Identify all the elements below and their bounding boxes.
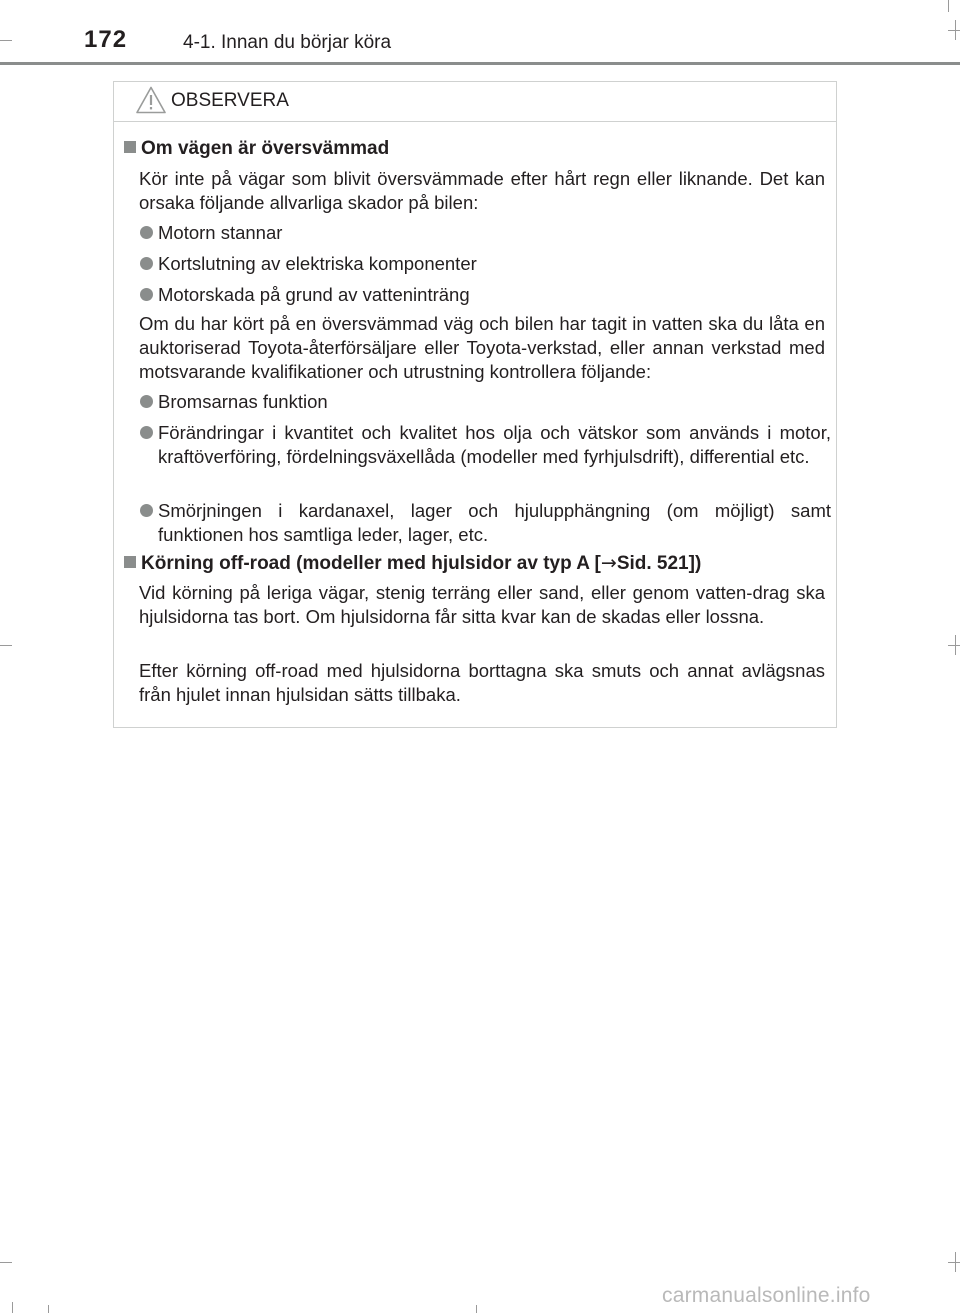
square-bullet-icon xyxy=(124,556,136,568)
paragraph: Om du har kört på en översvämmad väg och bilen har tagit in vatten ska du låta en auktoriserad Toyota-återförsäljare eller Toyota-verkstad, eller annan verkstad med motsvarande kvalifikationer och utrustning kontrollera följande: xyxy=(139,313,825,382)
chapter-title: 4-1. Innan du börjar köra xyxy=(183,32,392,53)
list-item-text: Bromsarnas funktion xyxy=(158,391,328,412)
list-item-text: Förändringar i kvantitet och kvalitet hos olja och vätskor som används i motor, kraftöverföring, fördelningsväxellåda (modeller med fyrhjulsdrift), differential etc. xyxy=(158,422,831,467)
crop-mark xyxy=(955,20,956,40)
round-bullet-icon xyxy=(140,257,153,270)
crop-mark xyxy=(955,1252,956,1272)
crop-mark xyxy=(0,1262,12,1263)
crop-mark xyxy=(948,0,949,12)
list-item xyxy=(140,252,831,276)
watermark: carmanualsonline.info xyxy=(662,1284,871,1307)
paragraph: Efter körning off-road med hjulsidorna borttagna ska smuts och annat avlägsnas från hjulet innan hjulsidan sätts tillbaka. xyxy=(139,660,825,705)
page-reference: Sid. 521 xyxy=(616,553,689,574)
caution-label: OBSERVERA xyxy=(171,90,289,111)
warning-triangle-icon xyxy=(136,86,166,114)
crop-mark xyxy=(0,40,12,41)
list-item xyxy=(140,283,831,307)
list-item xyxy=(140,421,831,469)
list-item xyxy=(140,221,831,245)
round-bullet-icon xyxy=(140,395,153,408)
crop-mark xyxy=(12,1302,13,1313)
crop-mark xyxy=(948,645,960,646)
list-item-text: Motorn stannar xyxy=(158,222,283,243)
page-number: 172 xyxy=(84,26,128,53)
arrow-icon: → xyxy=(600,552,617,574)
paragraph: Vid körning på leriga vägar, stenig terräng eller sand, eller genom vatten-drag ska hjulsidorna tas bort. Om hjulsidorna får sitta kvar kan de skadas eller lossna. xyxy=(139,582,825,627)
header-rule xyxy=(0,62,960,65)
caution-header xyxy=(114,82,836,122)
crop-mark xyxy=(948,30,960,31)
caution-box xyxy=(113,81,837,728)
section-title-off-road xyxy=(124,552,701,575)
crop-mark xyxy=(0,645,12,646)
crop-mark xyxy=(955,635,956,655)
paragraph: Kör inte på vägar som blivit översvämmade efter hårt regn eller liknande. Det kan orsaka följande allvarliga skador på bilen: xyxy=(139,168,825,213)
round-bullet-icon xyxy=(140,426,153,439)
round-bullet-icon xyxy=(140,288,153,301)
list-item-text: Kortslutning av elektriska komponenter xyxy=(158,253,477,274)
section-title-text: Körning off-road (modeller med hjulsidor av typ A [ xyxy=(141,553,601,574)
square-bullet-icon xyxy=(124,141,136,153)
section-title-flooded-road xyxy=(124,138,389,160)
crop-mark xyxy=(48,1305,49,1313)
list-item-text: Smörjningen i kardanaxel, lager och hjulupphängning (om möjligt) samt funktionen hos samtliga leder, lager, etc. xyxy=(158,500,831,545)
section-title-text: Om vägen är översvämmad xyxy=(141,138,390,159)
round-bullet-icon xyxy=(140,226,153,239)
round-bullet-icon xyxy=(140,504,153,517)
section-title-suffix: ]) xyxy=(688,553,702,574)
crop-mark xyxy=(476,1305,477,1313)
list-item xyxy=(140,390,831,414)
crop-mark xyxy=(948,1262,960,1263)
list-item xyxy=(140,499,831,547)
list-item-text: Motorskada på grund av vatteninträng xyxy=(158,284,470,305)
